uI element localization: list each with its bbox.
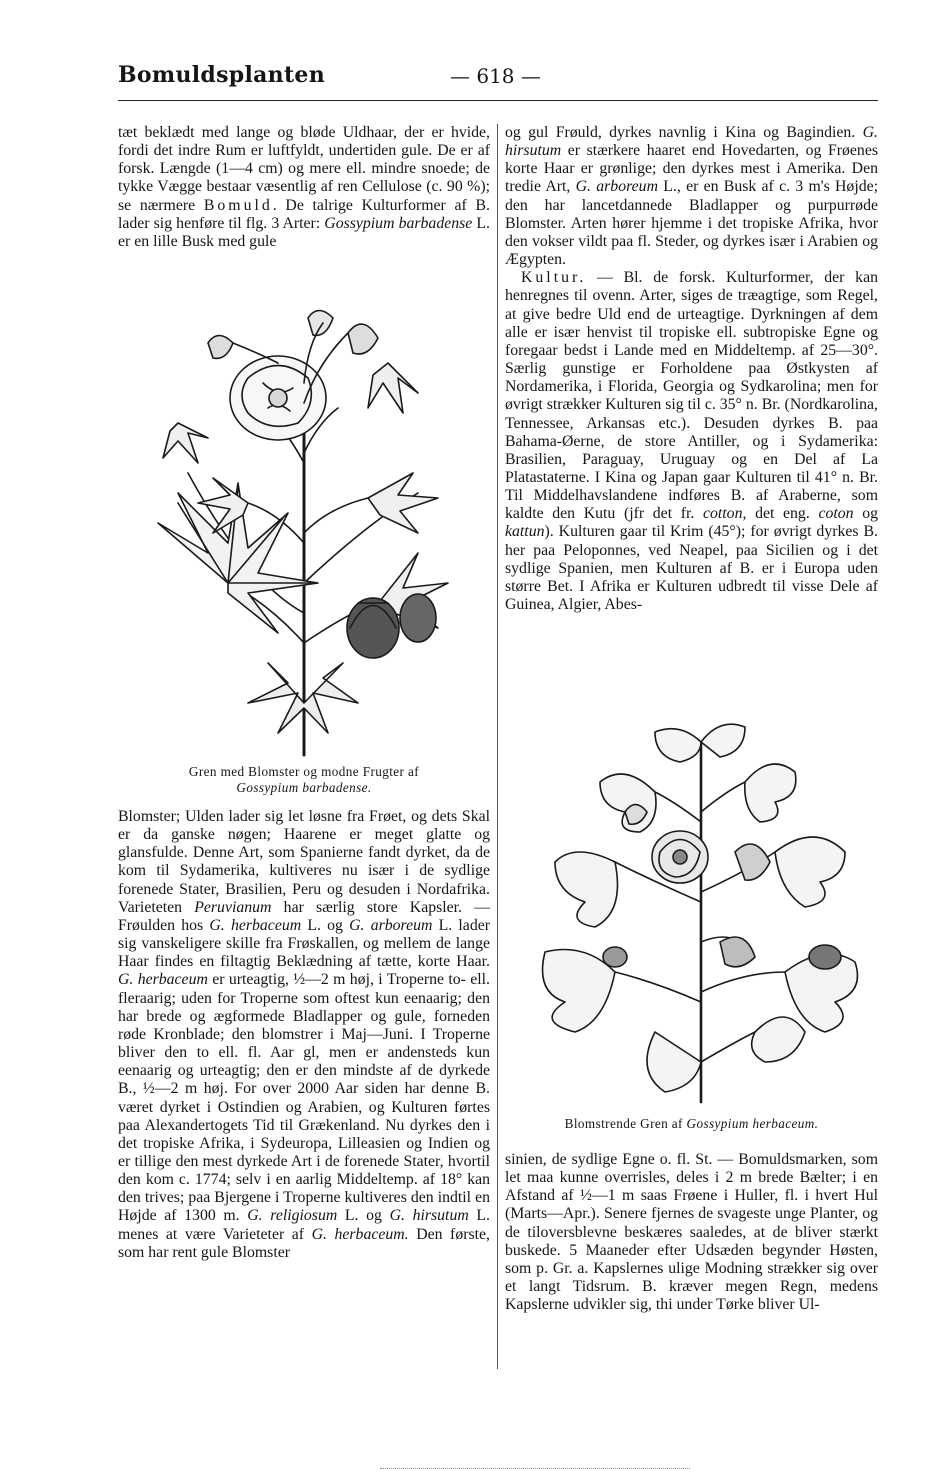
paragraph: sinien, de sydlige Egne o. fl. St. — Bomuldsmarken, som let maa kunne overrisles, deles i 2 m brede Bælter; i en Afstand af ½—1 m saas Frøene i Huller, fl. i hvert Hul (Marts—Apr.). Senere fjernes de svageste unge Planter, og de tiloversblevne beskæres saaledes, at de bliver stærkt buskede. 5 Maaneder efter Udsæden begynder Høsten, som p. Gr. a. Kapslernes ulige Modning strækker sig over et langt Tidsrum. B. kræver megen Regn, medens Kapslerne udvikler sig, thi under Tørke bliver Ul- (505, 1151, 878, 1314)
column-divider (497, 124, 498, 1369)
figure-gossypium-herbaceum (505, 702, 878, 1107)
caption-line: Gren med Blomster og modne Frugter af (188, 764, 420, 779)
cross-reference: Bomuld (203, 196, 273, 214)
paragraph: Kultur. — Bl. de forsk. Kulturformer, der kan henregnes til ovenn. Arter, siges de træagtige, som Regel, at give bedre Uld end de urteagtige. Dyrkningen af dem alle er især henvist til tropiske ell. subtropiske Egne og foregaar bedst i Lande med en Middeltemp. af 25—30°. Særlig gunstige er Forholdene paa Østkysten af Nordamerika, i Florida, Georgia og Sydkarolina; men for øvrigt strækker Kulturen sig til c. 35° n. Br. (Nordkarolina, Tennessee, Arkansas etc.). Desuden dyrkes B. paa Bahama-Øerne, de store Antiller, og i Sydamerika: Brasilien, Paraguay, Uruguay og en Del af La Platastaterne. I Kina og Japan gaar Kulturen til 41° n. Br. Til Middelhavslandene indføres B. af Araberne, som kaldte den Kutu (jfr det fr. cotton, det eng. coton og kattun). Kulturen gaar til Krim (45°); for øvrigt dyrkes B. her paa Peloponnes, ved Neapel, paa Sicilien og i det sydlige Spanien, men Kulturen af B. er i Europa uden større Bet. I Afrika er Kulturen udbredt til visse Dele af Guinea, Algier, Abes- (505, 269, 878, 614)
caption-text: Blomstrende Gren af (564, 1116, 687, 1131)
page-number: — 618 — (450, 64, 541, 88)
caption-species: Gossypium herbaceum. (686, 1116, 819, 1131)
caption-line: Gossypium barbadense. (236, 779, 372, 795)
page-header (118, 62, 878, 94)
figure-2-caption (505, 1116, 878, 1132)
paragraph: Blomster; Ulden lader sig let løsne fra Frøet, og dets Skal er da ganske nøgen; Haarene er meget glatte og glansfulde. Denne Art, som Spanierne fandt dyrket, da de kom til Sydamerika, kultiveres nu især i de sydlige forenede Stater, Brasilien, Peru og desuden i Nordafrika. Varieteten Peruvianum har særlig store Kapsler. — Frøulden hos G. herbaceum L. og G. arboreum L. lader sig vanskeligere skille fra Frøskallen, og mellem de lange Haar findes en filtagtig Beklædning af tætte, korte Haar. G. herbaceum er urteagtig, ½—2 m høj, i Troperne to- ell. fleraarig; uden for Troperne som oftest kun eenaarig; den har brede og ægformede Bladlapper og gule, forneden røde Kronblade; den blomstrer i Maj—Juni. I Troperne bliver den to ell. fl. Aar gl, men er andensteds kun eenaarig og urteagtig; den er den mindste af de dyrkede B., ½—2 m høj. For over 2000 Aar siden har denne B. været dyrket i Ostindien og Arabien, og Kulturen førtes paa Alexandertogets Tid til Grækenland. Nu dyrkes den i det tropiske Afrika, i Sydeuropa, Lilleasien og Indien og er tillige den mest dyrkede Art i de forenede Stater, hvortil den kom c. 1774; selv i en aarlig Middeltemp. af 18° kan den trives; paa Bjergene i Troperne kultiveres den indtil en Højde af 1300 m. G. religiosum L. og G. hirsutum L. menes at være Varieteter af G. herbaceum. Den første, som har rent gule Blomster (118, 808, 491, 1261)
left-column-bottom (118, 808, 490, 1262)
left-column-top (118, 124, 490, 251)
right-column-top (505, 124, 878, 614)
header-rule (118, 100, 878, 101)
paragraph: tæt beklædt med lange og bløde Uldhaar, der er hvide, fordi det indre Rum er luftfyldt, undertiden gule. De er af forsk. Længde (1—4 cm) og mere ell. mindre snoede; de tykke Vægge bestaar væsentlig af ren Cellulose (c. 90 %); se nærmere Bomuld. De talrige Kulturformer af B. lader sig henføre til flg. 3 Arter: Gossypium barbadense L. er en lille Busk med gule (118, 124, 490, 250)
footer-dots (380, 1468, 690, 1469)
right-column-bottom (505, 1151, 878, 1314)
paragraph: og gul Frøuld, dyrkes navnlig i Kina og Bagindien. G. hirsutum er stærkere haaret end Hovedarten, og Frøenes korte Haar er grønlige; den dyrkes mest i Amerika. Den tredie Art, G. arboreum L., er en Busk af c. 3 m's Højde; den har lancetdannede Bladlapper og purpurrøde Blomster. Arten hører hjemme i det tropiske Afrika, hvor den vokser vildt paa fl. Steder, og dyrkes især i Arabien og Ægypten. (505, 124, 879, 269)
figure-1-caption (118, 764, 490, 795)
running-title: Bomuldsplanten (118, 62, 326, 88)
figure-gossypium-barbadense (118, 283, 490, 758)
section-heading: Kultur. (521, 269, 587, 287)
